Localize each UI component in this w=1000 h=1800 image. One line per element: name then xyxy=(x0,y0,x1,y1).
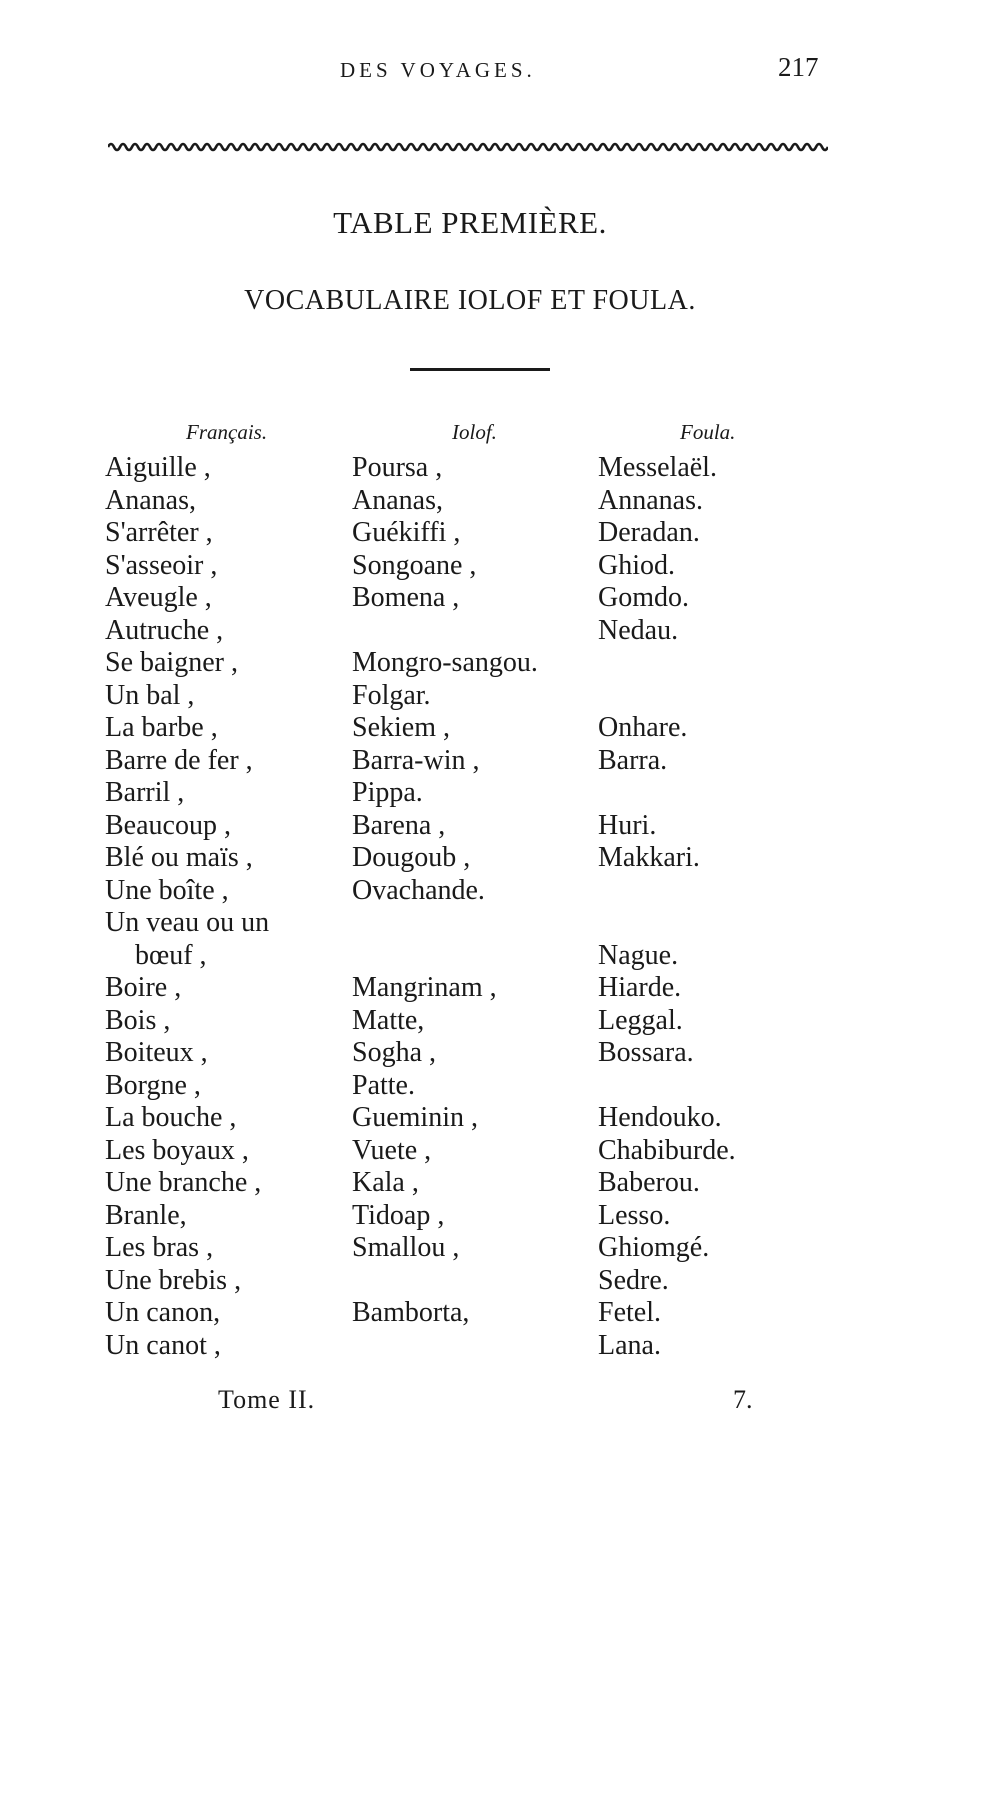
iolof-word: Mongro-sangou. xyxy=(352,647,538,678)
francais-word: Une boîte , xyxy=(105,874,229,906)
foula-word: Fetel. xyxy=(598,1297,661,1328)
iolof-word: Pippa. xyxy=(352,777,423,808)
iolof-word: Bomena , xyxy=(352,582,460,613)
francais-word: Un canot , xyxy=(105,1329,221,1361)
iolof-word: Mangrinam , xyxy=(352,972,497,1003)
vocab-row xyxy=(0,1200,1000,1233)
vocab-row xyxy=(0,1102,1000,1135)
vocab-row xyxy=(0,550,1000,583)
vocab-row xyxy=(0,1070,1000,1103)
foula-word: Lana. xyxy=(598,1329,661,1361)
francais-word: Un bal , xyxy=(105,679,195,711)
signature-mark: 7. xyxy=(733,1385,753,1414)
vocab-row xyxy=(0,1135,1000,1168)
iolof-word: Poursa , xyxy=(352,452,443,483)
vocab-row xyxy=(0,810,1000,843)
foula-word: Annanas. xyxy=(598,484,703,516)
vocabulary-title: VOCABULAIRE IOLOF ET FOULA. xyxy=(244,285,696,316)
foula-word: Ghiomgé. xyxy=(598,1232,710,1263)
francais-word: Boire , xyxy=(105,972,182,1003)
vocab-row xyxy=(0,777,1000,810)
vocab-row xyxy=(0,842,1000,875)
francais-word: Les boyaux , xyxy=(105,1134,249,1166)
tome-label: Tome II. xyxy=(218,1385,316,1414)
iolof-word: Barra-win , xyxy=(352,744,480,776)
francais-word: La barbe , xyxy=(105,712,218,743)
vocab-row xyxy=(0,1005,1000,1038)
foula-word: Huri. xyxy=(598,809,657,841)
iolof-word: Vuete , xyxy=(352,1134,432,1166)
francais-word: Barril , xyxy=(105,777,185,808)
francais-word: Une brebis , xyxy=(105,1264,242,1296)
foula-word: Bossara. xyxy=(598,1037,694,1068)
vocab-row xyxy=(0,972,1000,1005)
ornament-rule xyxy=(108,140,828,154)
foula-word: Hendouko. xyxy=(598,1102,722,1133)
foula-word: Deradan. xyxy=(598,517,700,548)
francais-word: Un veau ou un xyxy=(105,907,270,938)
francais-word: Borgne , xyxy=(105,1069,201,1101)
vocab-row xyxy=(0,1167,1000,1200)
francais-word: bœuf , xyxy=(135,939,207,971)
vocab-row xyxy=(0,582,1000,615)
vocab-row xyxy=(0,615,1000,648)
foula-word: Gomdo. xyxy=(598,582,689,613)
vocab-row xyxy=(0,452,1000,485)
vocab-row xyxy=(0,940,1000,973)
vocab-row xyxy=(0,907,1000,940)
iolof-word: Barena , xyxy=(352,809,446,841)
francais-word: Se baigner , xyxy=(105,647,238,678)
iolof-word: Smallou , xyxy=(352,1232,460,1263)
foula-word: Leggal. xyxy=(598,1004,683,1036)
francais-word: Aiguille , xyxy=(105,452,211,483)
foula-word: Onhare. xyxy=(598,712,688,743)
iolof-word: Dougoub , xyxy=(352,842,471,873)
francais-word: Aveugle , xyxy=(105,582,212,613)
francais-word: Une branche , xyxy=(105,1167,262,1198)
column-header-francais: Français. xyxy=(186,420,268,444)
vocab-row xyxy=(0,1297,1000,1330)
iolof-word: Folgar. xyxy=(352,679,431,711)
francais-word: Beaucoup , xyxy=(105,809,231,841)
francais-word: Barre de fer , xyxy=(105,744,253,776)
iolof-word: Sogha , xyxy=(352,1037,436,1068)
divider-rule xyxy=(410,368,550,371)
iolof-word: Bamborta, xyxy=(352,1297,470,1328)
vocab-row xyxy=(0,712,1000,745)
foula-word: Makkari. xyxy=(598,842,700,873)
francais-word: Ananas, xyxy=(105,484,196,516)
iolof-word: Sekiem , xyxy=(352,712,450,743)
vocab-row xyxy=(0,1037,1000,1070)
foula-word: Baberou. xyxy=(598,1167,700,1198)
vocab-row xyxy=(0,745,1000,778)
francais-word: Blé ou maïs , xyxy=(105,842,253,873)
francais-word: Boiteux , xyxy=(105,1037,208,1068)
vocab-row xyxy=(0,485,1000,518)
foula-word: Sedre. xyxy=(598,1264,669,1296)
francais-word: S'arrêter , xyxy=(105,517,213,548)
table-title: TABLE PREMIÈRE. xyxy=(333,205,607,240)
francais-word: Un canon, xyxy=(105,1297,221,1328)
iolof-word: Tidoap , xyxy=(352,1199,445,1231)
page-number: 217 xyxy=(778,52,819,82)
vocab-row xyxy=(0,647,1000,680)
foula-word: Nague. xyxy=(598,939,679,971)
francais-word: La bouche , xyxy=(105,1102,237,1133)
iolof-word: Ananas, xyxy=(352,484,443,516)
iolof-word: Matte, xyxy=(352,1004,425,1036)
iolof-word: Kala , xyxy=(352,1167,419,1198)
foula-word: Nedau. xyxy=(598,614,679,646)
vocab-row xyxy=(0,875,1000,908)
foula-word: Barra. xyxy=(598,744,668,776)
francais-word: S'asseoir , xyxy=(105,549,218,581)
vocab-row xyxy=(0,517,1000,550)
francais-word: Bois , xyxy=(105,1004,171,1036)
foula-word: Messelaël. xyxy=(598,452,717,483)
francais-word: Branle, xyxy=(105,1199,187,1231)
iolof-word: Songoane , xyxy=(352,549,477,581)
foula-word: Lesso. xyxy=(598,1199,671,1231)
foula-word: Ghiod. xyxy=(598,549,675,581)
francais-word: Autruche , xyxy=(105,614,224,646)
iolof-word: Gueminin , xyxy=(352,1102,478,1133)
vocab-row xyxy=(0,1265,1000,1298)
vocab-row xyxy=(0,680,1000,713)
vocab-row xyxy=(0,1330,1000,1363)
vocabulary-table xyxy=(0,452,1000,1362)
vocab-row xyxy=(0,1232,1000,1265)
running-head: DES VOYAGES. xyxy=(340,58,536,82)
iolof-word: Guékiffi , xyxy=(352,517,461,548)
francais-word: Les bras , xyxy=(105,1232,214,1263)
foula-word: Chabiburde. xyxy=(598,1134,736,1166)
iolof-word: Patte. xyxy=(352,1069,415,1101)
foula-word: Hiarde. xyxy=(598,972,682,1003)
column-header-foula: Foula. xyxy=(680,420,736,444)
column-header-iolof: Iolof. xyxy=(452,420,497,444)
iolof-word: Ovachande. xyxy=(352,874,485,906)
